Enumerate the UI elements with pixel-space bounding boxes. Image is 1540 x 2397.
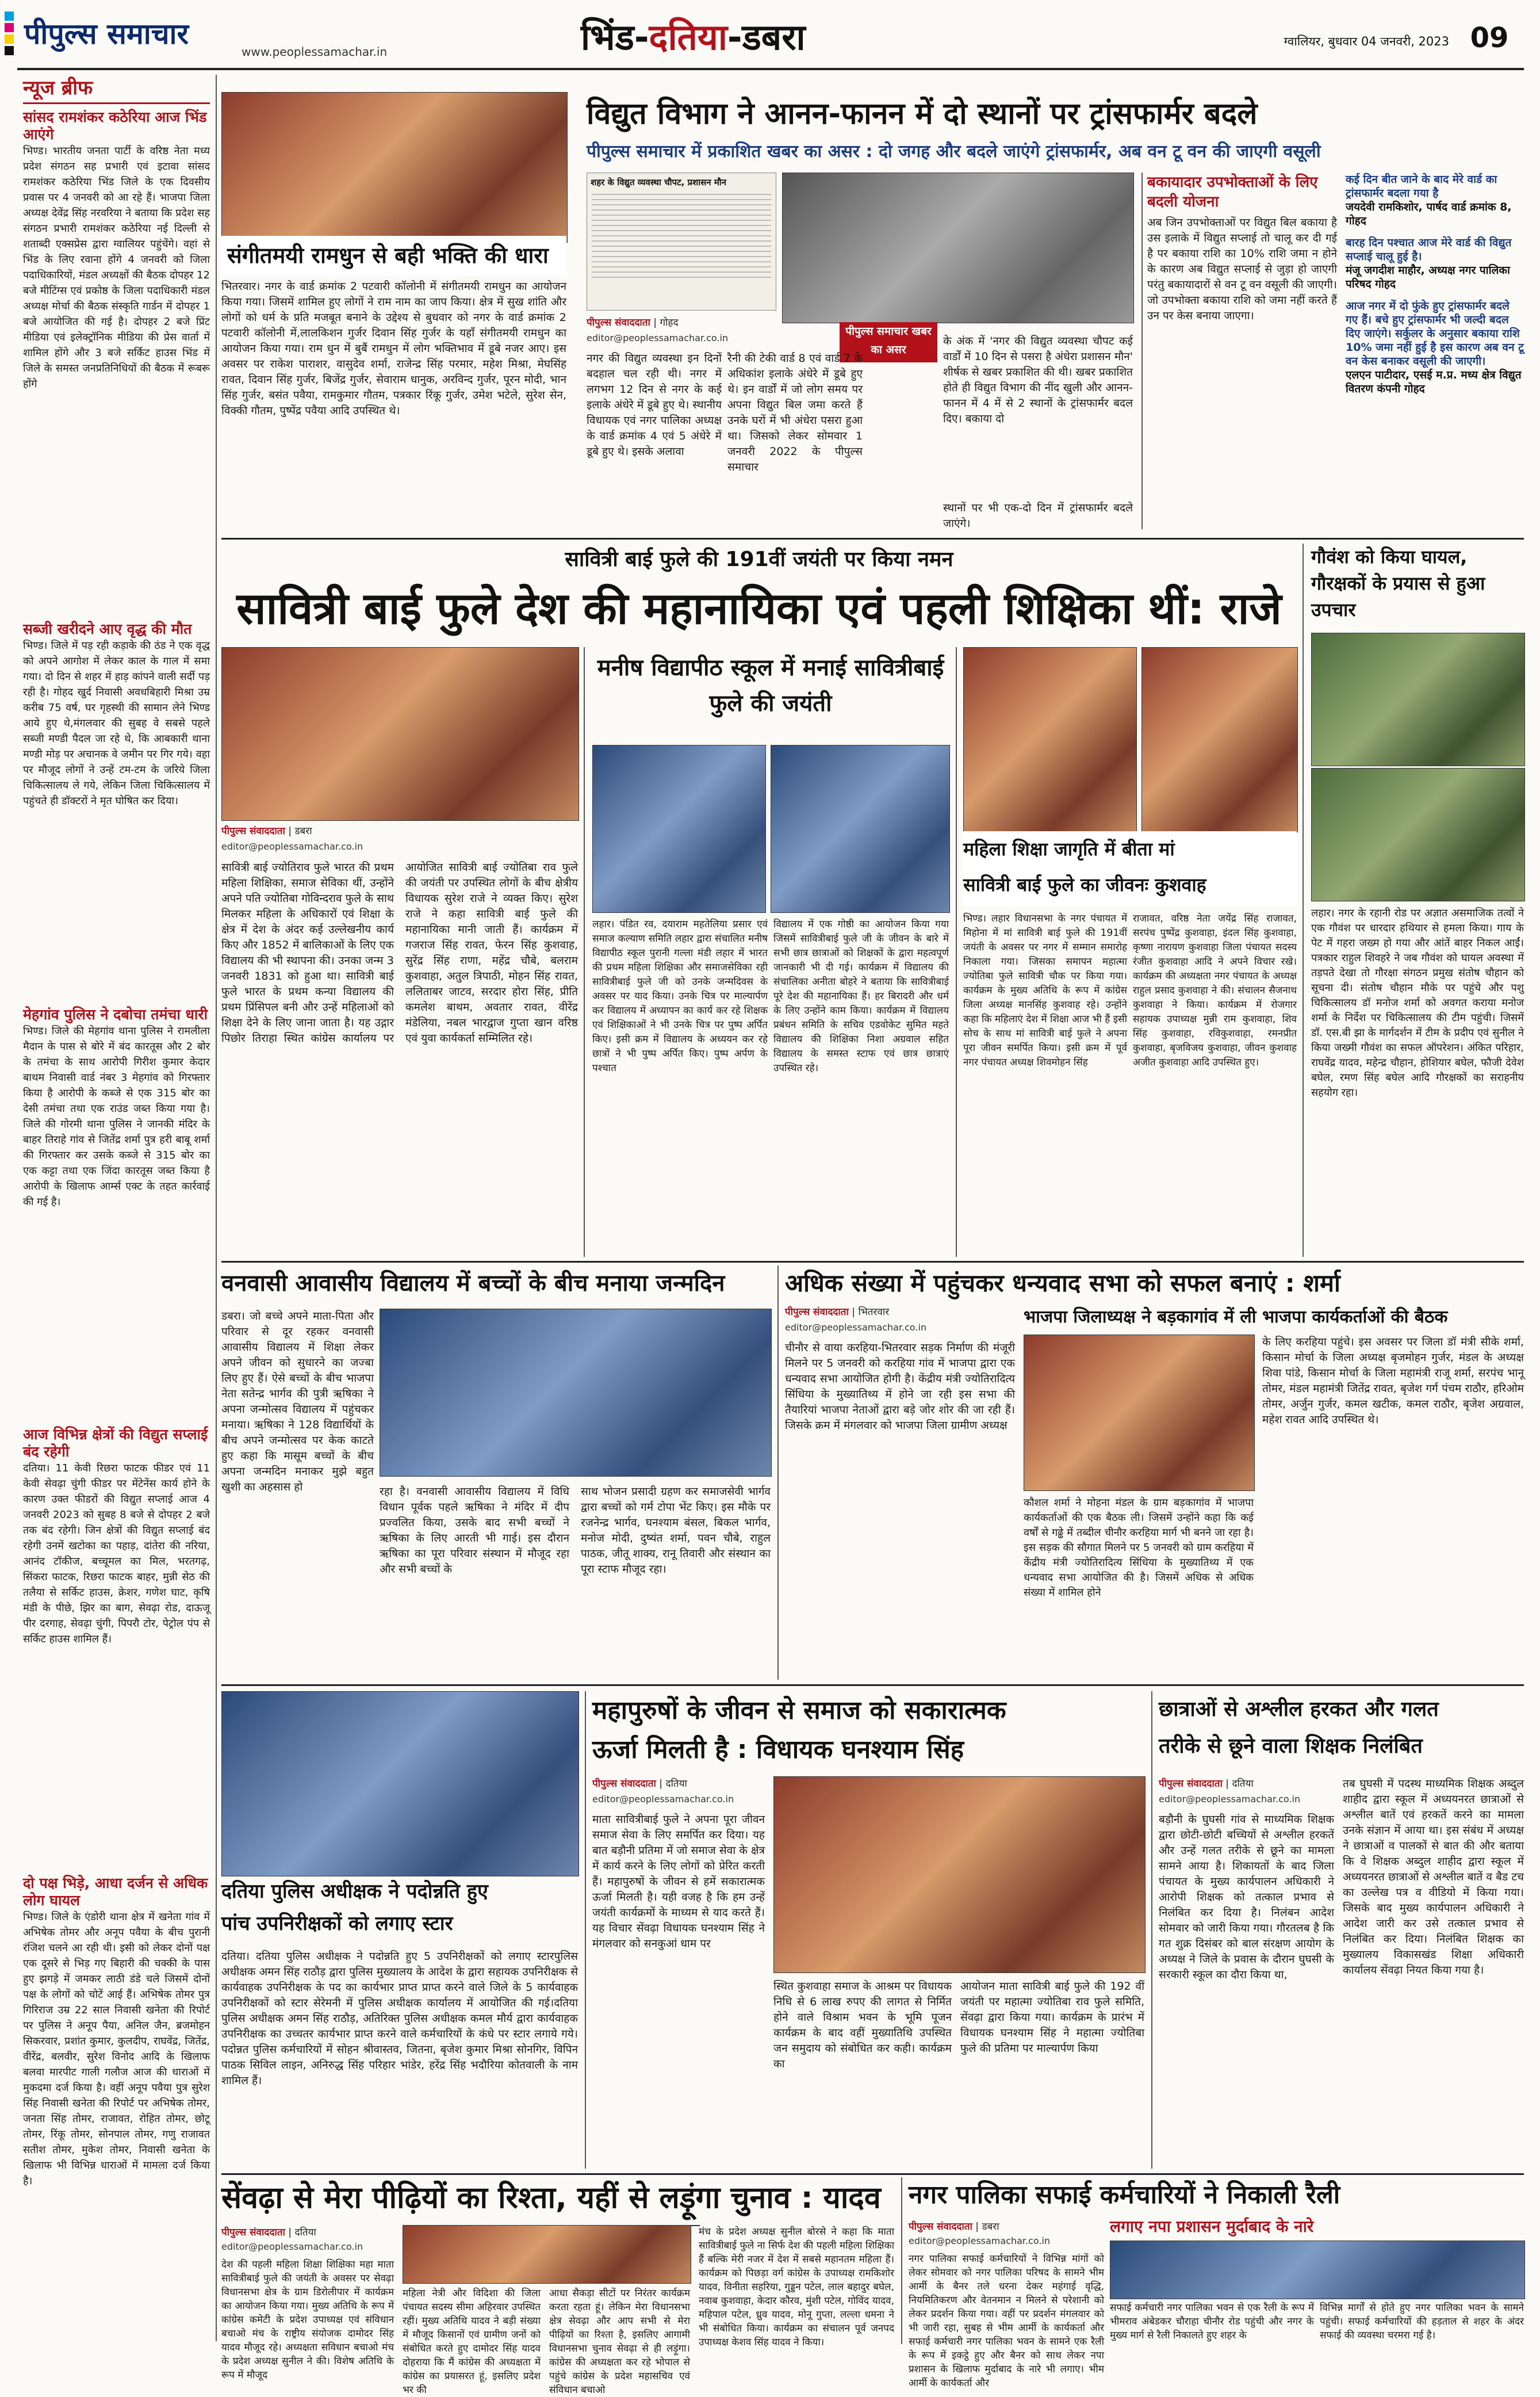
sidebar-divider bbox=[216, 75, 217, 2341]
section-title-datia: दतिया bbox=[649, 16, 727, 58]
safai-photo bbox=[1110, 2241, 1525, 2299]
kushwah-headline-line2: सावित्री बाई फुले का जीवनः कुशवाह bbox=[963, 874, 1206, 896]
lead-box-title: बकायादार उपभोक्ताओं के लिए बदली योजना bbox=[1147, 174, 1318, 211]
manish-divider bbox=[956, 647, 957, 1257]
safai-email: editor@peoplessamachar.co.in bbox=[909, 2235, 1051, 2246]
ghanshyam-divider bbox=[1151, 1691, 1152, 2169]
teacher-headline-line2: तरीके से छूने वाला शिक्षक निलंबित bbox=[1159, 1734, 1423, 1758]
registration-mark-cyan bbox=[5, 12, 14, 21]
rule-after-lead bbox=[221, 538, 1524, 540]
vanvasi-divider bbox=[777, 1266, 779, 1680]
quote-text: बारह दिन पश्चात आज मेरे वार्ड की विद्युत सप्लाई चालू हुई है। bbox=[1346, 236, 1512, 263]
ghanshyam-col-3: आयोजन माता सावित्री बाई फुले की 192 वीं जयंती पर महात्मा ज्योतिबा राव फुले समिति, सेंवढ़ा द्वारा किया गया। कार्यक्रम के प्रारंभ में विधायक घनश्याम सिंह ने महात्मा ज्योतिबा फुले की प्रतिमा पर माल्यार्पण किया bbox=[960, 1980, 1144, 2055]
byline-org: पीपुल्स संवाददाता bbox=[221, 2227, 285, 2238]
savitri-photo-dabra bbox=[221, 647, 579, 821]
police-headline bbox=[221, 1875, 578, 1944]
brief-item bbox=[23, 109, 210, 615]
teacher-headline-line1: छात्राओं से अश्लील हरकत और गलत bbox=[1159, 1698, 1439, 1721]
manish-col-2: विद्यालय में एक गोष्ठी का आयोजन किया गया जिसमें सावित्रीबाई फुले जी के जीवन के बारे में सभी छात्र छात्राओं को शिक्षकों के द्वारा महत्वपूर्ण जानकारी भी दी गई। कार्यक्रम में विद्यालय की संचालिका अनीता बोहरे ने बताया कि सावित्रीबाई पूरे देश की महानायिका हैं। हर बिरादरी और धर्म के लिए उन्होंने काम किया। कार्यक्रम में विद्यालय प्रबंधन समिति के सचिव एडवोकेट सुमित महते विद्यालय की शिक्षिका निशा अग्रवाल सहित विद्यालय के समस्त स्टाफ एवं छात्र छात्राएं उपस्थित रहे। bbox=[773, 919, 949, 1074]
sharma-headline: अधिक संख्या में पहुंचकर धन्यवाद सभा को सफल बनाएं : शर्मा bbox=[785, 1269, 1340, 1297]
byline-org: पीपुल्स संवाददाता bbox=[587, 317, 650, 328]
brief-item bbox=[23, 1006, 210, 1420]
teacher-byline: पीपुल्स संवाददाता | दतिया bbox=[1159, 1778, 1254, 1790]
kushwah-photo-1 bbox=[963, 647, 1137, 832]
brief-body: भिण्ड। जिले के एंडोरी थाना क्षेत्र में खनेता गांव में अभिषेक तोमर और अनूप पवैया के बीच पुरानी रंजिश चलने आ रही थी। इसी को लेकर दोनों पक्ष एक दूसरे से भिड़ गए बिहारी की चक्की के पास हुए झगड़े में जमकर लाठी डंडे चले जिसमें दोनों पक्ष के लोगों को चोटें आई हैं। अभिषेक तोमर पुत्र गिरिराज उम्र 22 साल निवासी खनेता की रिपोर्ट पर पुलिस ने अनूप पैया, अनिल जैन, ब्रजमोहन सिकरवार, प्रशांत कुमार, कुलदीप, राघवेंद्र, जितेंद्र, वीरेंद्र, बलवीर, सुरेश विनोद आदि के खिलाफ बलवा मारपीट गाली गलौज आज की धाराओं में मुकदमा दर्ज किया है। वहीं अनूप पवैया पुत्र सुरेश सिंह निवासी खनेता की रिपोर्ट पर अभिषेक तोमर, जनता सिंह तोमर, राजावत, रोहित तोमर, छोटू तोमर, रिंकू तोमर, सोनपाल तोमर, गणु राजावत सतीश तोमर, मुकेश तोमर, निवासी खनेता के खिलाफ भी विभिन्न धाराओं में मामला दर्ज किया है। bbox=[23, 1911, 210, 2187]
registration-mark-yellow bbox=[5, 35, 14, 44]
cow-headline: गौवंश को किया घायल, गौरक्षकों के प्रयास से हुआ उपचार bbox=[1311, 546, 1485, 621]
vanvasi-col-1: डबरा। जो बच्चे अपने माता-पिता और परिवार से दूर रहकर वनवासी आवासीय विद्यालय में शिक्षा लेकर अपने जीवन को सुधारने का जज्बा लिए हुए हैं। ऐसे बच्चों के बीच भाजपा नेता सतेन्द्र भार्गव की पुत्री ऋषिका ने अपना जन्मोत्सव विद्यालय में पहुंचकर मनाया। ऋषिका ने 128 विद्यार्थियों के बीच अपने जन्मोत्सव पर केक काटते हुए कहा कि मासूम बच्चों के बीच अपना जन्मदिन मनाकर मुझे बहुत खुशी का अहसास हो bbox=[221, 1310, 374, 1493]
news-brief-rule bbox=[23, 102, 210, 104]
vanvasi-col-3: साथ भोजन प्रसादी ग्रहण कर समाजसेवी भार्गव द्वारा बच्चों को गर्म टोपा भेंट किए। इस मौके पर रजनेन्द्र भार्गव, घनश्याम बंसल, बिकल भार्गव, मनोज मोदी, दुष्यंत शर्मा, पवन चौबे, राहुल पाठक, जीतू शाक्य, रानू तिवारी और संस्थान का पूरा स्टाफ मौजूद रहा। bbox=[581, 1485, 771, 1576]
byline-place: दतिया bbox=[1232, 1778, 1254, 1790]
police-body: दतिया। दतिया पुलिस अधीक्षक ने पदोन्नति हुए 5 उपनिरीक्षकों को लगाए स्टारपुलिस अधीक्षक अमन सिंह राठौड़ द्वारा पुलिस मुख्यालय के आदेश के द्वारा सहायक उपनिरीक्षक से कार्यवाहक उपनिरीक्षक के पद का कार्यभार प्राप्त प्राप्त करने वाले जिले के 5 कार्यवाहक उपनिरीक्षकों को स्टार सेरेमनी में पुलिस अधीक्षक कार्यालय में आयोजित की गई।दतिया पुलिस अधीक्षक अमन सिंह राठौड़, अतिरिक्त पुलिस अधीक्षक कमल मौर्य द्वारा कार्यवाहक उपनिरीक्षक का उच्चतर कार्यभार प्राप्त करने वाले कर्मचारियों के कंधे पर स्टार लगाये गये। पदोन्नत पुलिस कर्मचारियों में सोहन श्रीवास्तव, जितना, बृजेश कुमार मिश्रा सोनगिर, विपिन पाठक सिविल लाइन, अनिरुद्ध सिंह परिहार भांडेर, हरेंद्र सिंह भदौरिया कोतवाली के नाम शामिल हैं। bbox=[221, 1950, 578, 2087]
manish-headline: मनीष विद्यापीठ स्कूल में मनाई सावित्रीबाई फुले की जयंती bbox=[597, 655, 944, 717]
kushwah-col-1: भिण्ड। लहार विधानसभा के नगर पंचायत में मिहोना में मां सावित्री बाई फुले की 191वीं जयंती के अवसर पर नगर में सम्मान समारोह निकाला गया। जिसका समापन महात्मा ज्योतिबा फुले सावित्री चौक पर किया गया। कार्यक्रम के मुख्य अतिथि के रूप में कांग्रेस जिला अध्यक्ष मानसिंह कुशवाह रहे। उन्होंने कहा कि महिलाएं देश में शिक्षा आज भी हैं इसी सोच के साथ मां सावित्री बाई फुले ने अपना पूरा जीवन समर्पित किया। इसी क्रम में पूर्व नगर पंचायत अध्यक्ष शिवमोहन सिंह bbox=[963, 913, 1127, 1068]
savitri-byline: पीपुल्स संवाददाता | डबरा bbox=[221, 825, 312, 837]
teacher-col-1: बड़ौनी के घुघसी गांव से माध्यमिक शिक्षक द्वारा छोटी-छोटी बच्चियों से अश्लील हरकतें और उन्हें गलत तरीके से छूने का मामला सामने आया है। शिकायतों के बाद जिला पंचायत के मुख्य कार्यपालन अधिकारी ने आरोपी शिक्षक को तत्काल प्रभाव से निलंबित कर दिया है। निलंबन आदेश सोमवार को जारी किया गया। गौरतलब है कि गत शुक्र दिसंबर को बाल संरक्षण आयोग के अध्यक्ष ने जिले के प्रवास के दौरान घुघसी के सरकारी स्कूल का दौरा किया था, bbox=[1159, 1813, 1334, 1981]
savitri-body: सावित्री बाई ज्योतिराव फुले भारत की प्रथम महिला शिक्षिका, समाज सेविका थीं, उन्होंने अपने पति ज्योतिबा गोविन्दराव फुले के साथ मिलकर महिला के अधिकारों एवं शिक्षा के क्षेत्र में देश के अंदर कई उल्लेखनीय कार्य किए और 1852 में बालिकाओं के लिए एक विद्यालय की भी स्थापना की। उनका जन्म 3 जनवरी 1831 को हुआ था। सावित्री बाई फुले भारत के प्रथम कन्या विद्यालय की प्रथम प्रिंसिपल बनी और उन्हें महिलाओं को शिक्षा देने के लिए जाना जाता है। यह उद्गार पिछोर तिराहा स्थित कांग्रेस कार्यालय पर आयोजित सावित्री बाई ज्योतिबा राव फुले की जयंती पर उपस्थित लोगों के बीच क्षेत्रीय विधायक सुरेश राजे ने व्यक्त किए। सुरेश राजे ने कहा सावित्री बाई फुले की महानायिका मानी जाती हैं। कार्यक्रम में गजराज सिंह रावत, फेरन सिंह कुशवाह, सुरेंद्र सिंह राणा, महेंद्र चौबे, बलराम कुशवाहा, अतुल त्रिपाठी, मोहन सिंह रावत, ललिताबर जाटव, सरदार होरा सिंह, प्रीति कमलेश बाथम, अवतार रावत, वीरेंद्र मंडेलिया, नबल भारद्वाज गुप्ता खान वरिष्ठ एवं युवा कार्यकर्ता सम्मिलित रहे। bbox=[221, 861, 578, 1045]
sharma-col-2: कौशल शर्मा ने मोहना मंडल के ग्राम बड़कागांव में भाजपा कार्यकर्ताओं की एक बैठक ली। जिसमें उन्होंने कहा कि कई वर्षों से गढ्ढे में तब्दील चीनौर करहिया मार्ग भी बनने जा रहा है। इस सड़क की सौगात मिलने पर 5 जनवरी को ग्राम करहिया में केंद्रीय मंत्री ज्योतिरादित्य सिंधिया के मुख्यातिथ्य में एक धन्यवाद सभा आयोजित की है। जिसमें अधिक से अधिक संख्या में शामिल होने bbox=[1024, 1497, 1254, 1599]
lead-col-4: स्थानों पर भी एक-दो दिन में ट्रांसफार्मर बदले जाएंगे। bbox=[943, 502, 1133, 530]
lead-col-3: के अंक में 'नगर की विद्युत व्यवस्था चौपट कई वार्डों में 10 दिन से पसरा है अंधेरा प्रशासन मौन' शीर्षक से खबर प्रकाशित की थी। खबर प्रकाशित होते ही विद्युत विभाग की नींद खुली और आनन-फानन में 4 में से 2 स्थानों के ट्रांसफार्मर बदल दिए। बकाया दो bbox=[943, 335, 1133, 425]
manish-photo-2 bbox=[771, 745, 950, 913]
police-headline-line1: दतिया पुलिस अधीक्षक ने पदोन्नति हुए bbox=[221, 1880, 488, 1903]
teacher-col-2: तब घुघसी में पदस्थ माध्यमिक शिक्षक अब्दुल शाहीद द्वारा स्कूल में अध्ययनरत छात्राओं से अश्लील बातें एवं हरकतें करने का मामला उनके संज्ञान में आया था। इस संबंध में अध्यक्ष ने छात्राओं व पालकों से बात की और बताया कि वे शिक्षक अब्दुल शाहीद द्वारा स्कूल में अध्ययनरत छात्राओं से अश्लील बातें व बैड टच का उल्लेख पत्र व वीडियो में किया गया। जिसके बाद मुख्य कार्यपालन अधिकारी ने आदेश जारी कर उसे तत्काल प्रभाव से निलंबित कर दिया। निलंबित शिक्षक का मुख्यालय विकासखंड शिक्षा अधिकारी कार्यालय सेंवढ़ा नियत किया गया है। bbox=[1343, 1777, 1524, 1977]
brief-body: भिण्ड। जिले में पड़ रही कड़ाके की ठंड ने एक वृद्ध को अपने आगोश में लेकर काल के गाल में समा गया। दो दिन से शहर में हाड़ कांपने वाली सर्दी पड़ रही है। गोहद खुर्द निवासी अवधबिहारी मिश्रा उम्र करीब 75 वर्ष, घर गृहस्थी की सामान लेने भिण्ड आये हुए थे,मंगलवार की सुबह वे सबसे पहले सब्जी मण्डी पैदल जा रहे थे, कि आबकारी थाना मण्डी मोड़ पर अचानक वे जमीन पर गिर गये। वहा पर मौजूद लोगों ने उन्हें टम-टम के जरिये जिला चिकित्सालय ले गये, लेकिन जिला चिकित्सालय में पहुंचते ही डॉक्टरों ने मृत घोषित कर दिया। bbox=[23, 640, 210, 807]
brief-title: सब्जी खरीदने आए वृद्ध की मौत bbox=[23, 621, 192, 637]
ghanshyam-col-2: स्थित कुशवाहा समाज के आश्रम पर विधायक निधि से 6 लाख रुपए की लागत से निर्मित होने वाले विश्राम भवन के भूमि पूजन कार्यक्रम के बाद वहीं मुख्यातिथि उपस्थित जन समुदाय को संबोधित कर कही। कार्यक्रम का bbox=[773, 1980, 952, 2070]
byline-place: गोहद bbox=[660, 317, 679, 328]
section-title-bhind: भिंड- bbox=[581, 16, 649, 58]
kushwah-headline-line1: महिला शिक्षा जागृति में बीता मां bbox=[963, 838, 1175, 860]
rule-after-sharma bbox=[221, 1684, 1524, 1686]
sharma-subhead: भाजपा जिलाध्यक्ष ने बड़कागांव में ली भाजपा कार्यकर्ताओं की बैठक bbox=[1024, 1307, 1448, 1327]
yadav-email: editor@peoplessamachar.co.in bbox=[221, 2241, 363, 2252]
sharma-col-1: चीनौर से वाया करहिया-भितरवार सड़क निर्माण की मंजूरी मिलने पर 5 जनवरी को करहिया गांव में भाजपा द्वारा एक धन्यवाद सभा आयोजित होगी है। केंद्रीय मंत्री ज्योतिरादित्य सिंधिया के मुख्यातिथ्य में होने जा रही इस सभा की तैयारियां भाजपा नेताओं द्वारा बड़े जोर शोर की जा रही हैं। जिसके क्रम में मंगलवार को भाजपा जिला ग्रामीण अध्यक्ष bbox=[785, 1341, 1015, 1432]
vanvasi-headline: वनवासी आवासीय विद्यालय में बच्चों के बीच मनाया जन्मदिन bbox=[221, 1270, 725, 1297]
ghanshyam-byline: पीपुल्स संवाददाता | दतिया bbox=[592, 1778, 687, 1790]
savitri-kicker-wrap bbox=[221, 544, 1297, 577]
byline-org: पीपुल्स संवाददाता bbox=[909, 2221, 972, 2232]
police-photo bbox=[221, 1691, 579, 1876]
savitri-divider bbox=[584, 647, 585, 1257]
lead-subhead: पीपुल्स समाचार में प्रकाशित खबर का असर : दो जगह और बदले जाएंगे ट्रांसफार्मर, अब वन टू वन की जाएगी वसूली bbox=[587, 142, 1321, 162]
lead-clipping bbox=[587, 173, 776, 311]
kushwah-col-2: राजावत, वरिष्ठ नेता जयेंद्र सिंह राजावत, सरपंच पुष्पेंद्र कुशवाहा, इंदल सिंह कुशवाहा, कृष्णा नारायण कुशवाहा जिला पंचायत सदस्य रंजीत कुशवाहा आदि ने अपने विचार रखे। कार्यक्रम की अध्यक्षता नगर पंचायत के अध्यक्ष राहुल प्रसाद कुशवाहा ने की। संचालन सैजनाथ कुशवाहा ने किया। कार्यक्रम में रोजगार सहायक उपाध्यक्ष मुन्नी राम कुशवाहा, शिव सिंह कुशवाहा, रविकुशवाहा, रमनप्रीत कुशवाहा, बृजविजय कुशवाहा, जीवन कुशवाह अजीत कुशवाहा आदि उपस्थित हुए। bbox=[1133, 913, 1297, 1068]
manish-col-1: लहार। पंडित रव, दयाराम महतेलिया प्रसार एवं समाज कल्याण समिति लहार द्वारा संचालित मनीष विद्यापीठ स्कूल पुरानी गल्ला मंडी लहार में भारत की प्रथम महिला शिक्षिका और समाजसेविका रही सावित्रीबाई फुले जी को उनके जन्मदिवस के अवसर पर याद किया। उनके चित्र पर माल्यार्पण कर विद्यालय में अध्यापन का कार्य कर रहे शिक्षक एवं शिक्षिकाओं ने भी उनके चित्र पर पुष्प अर्पित किए। इसी क्रम में विद्यालय के अध्ययन कर रहे छात्रों ने भी पुष्प अर्पित किए। पुष्प अर्पण के पश्चात bbox=[592, 919, 768, 1074]
rule-after-police bbox=[221, 2173, 1524, 2175]
masthead-rule bbox=[17, 68, 1524, 70]
cow-body: लहार। नगर के रहानी रोड पर अज्ञात असमाजिक तत्वों ने एक गौवंश पर धारदार हथियार से हमला किया। गाय के पेट में गहरा जख्म हो गया और आंतें बाहर निकल आईं। पत्रकार राहुल शिवहरे ने जब गौवंश को घायल अवस्था में तड़पते देखा तो गौरक्षा संगठन प्रमुख संतोष चौहान को सूचना दी। संतोष चौहान मौके पर पहुंचे और पशु चिकित्सालय डॉ मनोज शर्मा को अवगत कराया मनोज शर्मा के निर्देश पर चिकित्सालय की टीम पहुंची। जिसमें डॉ. एस.बी झा के मार्गदर्शन में टीम के प्रदीप एवं सुनील ने किया जख्मी गौवंश का सफल ऑपरेशन। अंकित परिहार, राघवेंद्र यादव, महेन्द्र चौहान, होशियार बघेल, फौजी देवेश बघेल, रमण सिंह बघेल आदि गौरक्षकों का सराहनीय सहयोग रहा। bbox=[1311, 907, 1524, 1099]
lead-email: editor@peoplessamachar.co.in bbox=[587, 332, 729, 343]
police-divider bbox=[585, 1691, 586, 2169]
teacher-headline bbox=[1159, 1691, 1524, 1772]
brief-title: दो पक्ष भिड़े, आधा दर्जन से अधिक लोग घायल bbox=[23, 1875, 208, 1909]
rule-after-savitri bbox=[221, 1261, 1524, 1263]
lead-box-body: अब जिन उपभोक्ताओं पर विद्युत बिल बकाया है उस इलाके में विद्युत सप्लाई तो चालू कर दी गई है पर बकाया राशि का 10% राशि जमा न होने के कारण अब विद्युत सप्लाई से जुड़ा हो जाएगी परंतु बकायादारों से वन टू वन वसूली की जाएगी। जो उपभोक्ता बकाया राशि को जमा नहीं करते हैं उन पर केस बनाया जाएगा। bbox=[1147, 216, 1337, 322]
yadav-col-4: मंच के प्रदेश अध्यक्ष सुनील बोरसे ने कहा कि माता सावित्रीबाई फुले ना सिर्फ देश की पहली महिला शिक्षिका हैं बल्कि मेरी नजर में देश में सबसे महानतम महिला हैं। कार्यक्रम को पिछड़ा वर्ग कांग्रेस के उपाध्यक्ष रामकिशोर यादव, विनीता सहरिया, गुड्डन पटेल, लाल बहादुर बघेल, नवाब कुशवाहा, केदार कौरव, मुंशी पटेल, गोविंद यादव, महिपाल पटेल, ध्रुव यादव, मोनू गुप्ता, लल्ला धमना ने भी संबोधित किया। कार्यक्रम का संचालन पूर्व जनपद उपाध्यक्ष केशव सिंह यादव ने किया। bbox=[699, 2226, 894, 2348]
cow-photo-2 bbox=[1311, 768, 1525, 901]
lead-headline: विद्युत विभाग ने आनन-फानन में दो स्थानों पर ट्रांसफार्मर बदले bbox=[587, 97, 1258, 131]
brief-body: भिण्ड। जिले की मेहगांव थाना पुलिस ने रामलीला मैदान के पास से बोरे में बंद कारतूस और 2 बोर के तमंचा के साथ आरोपी गिरीश कुमार केदार बाथम निवासी वार्ड नंबर 3 मेहगांव को गिरफ्तार किया है आरोपी के कब्जे से एक 315 बोर का देसी तमंचा तथा एक राउंड जब्त किया गया है। जिले की गोरमी थाना पुलिस ने जानकी मंदिर के बाहर तिराहे गांव से जितेंद्र शर्मा पुत्र हरी बाबू शर्मा की गिरफ्तार कर उसके कब्जे से 315 बोर का एक कट्टा तथा एक जिंदा कारतूस जब्त किया है आरोपी के खिलाफ आर्म्स एक्ट के तहत कार्रवाई की गई है। bbox=[23, 1025, 210, 1208]
ghanshyam-col-1: माता सावित्रीबाई फुले ने अपना पूरा जीवन समाज सेवा के लिए समर्पित कर दिया। यह बात बड़ौनी प्रतिमा में जो समाज सेवा के क्षेत्र में कार्य करने के लिए लोगों को प्रेरित करती हैं। महापुरुषों के जीवन से हमें सकारात्मक ऊर्जा मिलती है। यही वजह है कि हम उन्हें जयंती कार्यक्रमों के माध्यम से याद करते हैं। यह विचार सेंवढ़ा विधायक घनश्याम सिंह ने मंगलवार को सनकुआं धाम पर bbox=[592, 1813, 765, 1950]
ghanshyam-headline bbox=[592, 1691, 1144, 1772]
safai-headline: नगर पालिका सफाई कर्मचारियों ने निकाली रैली bbox=[909, 2180, 1340, 2209]
dateline: ग्वालियर, बुधवार 04 जनवरी, 2023 bbox=[1284, 35, 1449, 48]
vanvasi-col-2: रहा है। वनवासी आवासीय विद्यालय में विधि विधान पूर्वक पहले ऋषिका ने मंदिर में दीप प्रज्वलित किया, उसके बाद सभी बच्चों ने ऋषिका के लिए आरती भी गाई। इस दौरान ऋषिका का पूरा परिवार संस्थान में मौजूद रहा और सभी बच्चों के bbox=[380, 1485, 569, 1576]
byline-place: डबरा bbox=[982, 2221, 999, 2232]
brief-item bbox=[23, 1875, 210, 2364]
police-headline-line2: पांच उपनिरीक्षकों को लगाए स्टार bbox=[221, 1912, 453, 1935]
cow-photo-1 bbox=[1311, 633, 1525, 766]
brief-body: दतिया। 11 केवी रिछरा फाटक फीडर एवं 11 केवी सेवढ़ा चुंगी फीडर पर मेंटेनेंस कार्य होने के कारण उक्त फीडरों की विद्युत सप्लाई आज 4 जनवरी 2023 को सुबह 8 बजे से दोपहर 2 बजे तक बंद रहेगी। जिन क्षेत्रों की विद्युत सप्लाई बंद रहेगी उनमें खटोका का पहाड़, दांतेरा की नरिया, आनंद टॉकीज, बच्चूमल का मिल, भरतगढ़, सिंकरा फाटक, रिछरा फाटक बाहर, मुन्नी सेठ की तलैया से सर्किट हाउस, क्रेशर, गणेश घाट, कृषि मंडी के पीछे, झिर का बाग, सेवढ़ा रोड, दाऊजू पीर दरगाह, सेवढ़ा चुंगी, पिपरौ टोर, पेट्रोल पंप से सर्किट हाउस शामिल हैं। bbox=[23, 1462, 210, 1645]
news-brief-label: न्यूज ब्रीफ bbox=[23, 77, 93, 100]
lead-badge: पीपुल्स समाचार खबर का असर bbox=[840, 322, 937, 362]
quote-item bbox=[1346, 236, 1524, 291]
quote-who: मंजू जगदीश माहौर, अध्यक्ष नगर पालिका परिषद गोहद bbox=[1346, 264, 1510, 290]
yadav-col-2: महिला नेत्री और विदिशा की जिला पंचायत सदस्य सीमा अहिरवार उपस्थित रहीं। मुख्य अतिथि यादव ने बड़ी संख्या में मौजूद किसानों एवं ग्रामीण जनों को संबोधित करते हुए दामोदर सिंह यादव दोहराया कि मैं कांग्रेस की अध्यक्षता में कांग्रेस का प्रयासरत हूं, इसलिए प्रदेश भर की bbox=[403, 2288, 541, 2396]
brief-title: मेहगांव पुलिस ने दबोचा तमंचा धारी bbox=[23, 1006, 208, 1023]
page-number: 09 bbox=[1470, 22, 1509, 54]
savitri-kicker: सावित्री बाई फुले की 191वीं जयंती पर किया नमन bbox=[565, 548, 953, 571]
lead-col-1: नगर की विद्युत व्यवस्था इन दिनों बदहाल चल रही थी। नगर में लगभग 12 दिन से नगर के कई इलाके अंधेरे में डूबे हुए थे। स्थानीय विधायक एवं नगर पालिका अध्यक्ष के वार्ड क्रमांक 4 एवं 5 अंधेरे में डूबे हुए थे। इसके अलावा bbox=[587, 352, 722, 458]
safai-col-2: सफाई कर्मचारी नगर पालिका भवन से एक रैली के रूप में भीमराव अंबेडकर चौराहा चीनौर रोड पहुंची और नगर के मुख्य मार्ग से रैली निकालते हुए शहर के bbox=[1110, 2302, 1314, 2341]
quote-who: जयदेवी रामकिशोर, पार्षद वार्ड क्रमांक 8, गोहद bbox=[1346, 201, 1512, 227]
byline-place: दतिया bbox=[294, 2227, 316, 2238]
cow-divider bbox=[1303, 544, 1304, 1257]
yadav-divider bbox=[901, 2177, 902, 2344]
yadav-col-3: आधा सैकड़ा सीटों पर निरंतर कार्यक्रम करता रहता हूं। लेकिन मेरा विधानसभा क्षेत्र सेवढ़ा और आप सभी से मेरा पीढ़ियों का रिश्ता है, इसलिए आगामी विधानसभा चुनाव सेवढ़ा से ही लड़ूंगा। कांग्रेस की अध्यक्षता कर रहे भोपाल से पहुंचे कांग्रेस के प्रदेश महासचिव एवं संविधान बचाओ bbox=[549, 2288, 690, 2396]
savitri-headline: सावित्री बाई फुले देश की महानायिका एवं पहली शिक्षिका थीं: राजे bbox=[236, 583, 1282, 634]
safai-byline: पीपुल्स संवाददाता | डबरा bbox=[909, 2221, 999, 2232]
byline-org: पीपुल्स संवाददाता bbox=[221, 825, 285, 837]
byline-place: दतिया bbox=[665, 1778, 687, 1790]
brief-title: आज विभिन्न क्षेत्रों की विद्युत सप्लाई बंद रहेगी bbox=[23, 1426, 208, 1460]
ramdhun-headline: संगीतमयी रामधुन से बही भक्ति की धारा bbox=[221, 236, 566, 276]
ghanshyam-email: editor@peoplessamachar.co.in bbox=[592, 1794, 734, 1805]
quote-who: एलएन पाटीदार, एसई म.प्र. मध्य क्षेत्र विद्युत वितरण कंपनी गोहद bbox=[1346, 369, 1522, 395]
sharma-email: editor@peoplessamachar.co.in bbox=[785, 1322, 927, 1333]
section-title-dabra: -डबरा bbox=[727, 16, 806, 58]
lead-photo-transformer bbox=[782, 173, 1134, 323]
masthead-website[interactable]: www.peoplessamachar.in bbox=[242, 45, 388, 59]
yadav-photo bbox=[403, 2225, 691, 2284]
ramdhun-photo bbox=[221, 92, 568, 243]
safai-col-1: नगर पालिका सफाई कर्मचारियों ने विभिन्न मांगों को लेकर सोमवार को नगर पालिका परिषद के सामने भीम आर्मी के बैनर तले धरना देकर महंगाई वृद्धि, नियमितिकरण और वेतनमान न मिलने से परेशानी को लेकर प्रदर्शन किया गया। वहीं पर प्रदर्शन मंगलवार को भी जारी रहा, सुबह से भीम आर्मी के कार्यकर्ता और सफाई कर्मचारी नगर पालिका भवन के सामने एक रैली के रूप में इकट्ठे हुए और बैनर को साथ लेकर नपा प्रशासन के खिलाफ मुर्दाबाद के नारे भी लगाए। भीम आर्मी के कार्यकर्ता और bbox=[909, 2253, 1104, 2389]
quote-text: कई दिन बीत जाने के बाद मेरे वार्ड का ट्रांसफार्मर बदला गया है bbox=[1346, 173, 1497, 200]
sharma-photo bbox=[1024, 1335, 1255, 1491]
masthead-logo[interactable]: पीपुल्स समाचार bbox=[24, 17, 189, 51]
ramdhun-body: भितरवार। नगर के वार्ड क्रमांक 2 पटवारी कॉलोनी में संगीतमयी रामधुन का आयोजन किया गया। जिसमें शामिल हुए लोगों ने राम नाम का जाप किया। क्षेत्र में सुख शांति और लोगों को धर्म के प्रति मजबूत बनाने के उद्देश्य से बुधवार को नगर के वार्ड क्रमांक 2 पटवारी कॉलोनी में,लालकिशन गुर्जर दिवान सिंह गुर्जर के यहाँ संगीतमयी रामधुन का आयोजन किया गया। राम धुन में बुबैं रामधुन में लोग भक्तिभाव में डूबे नजर आए। इस अवसर पर राकेश पाराशर, वासुदेव शर्मा, राजेन्द्र सिंह परमार, महेश मिश्रा, मेघसिंह रावत, दिवान सिंह गुर्जर, बिजेंद्र गुर्जर, सेवाराम धानुक, अरविन्द गुर्जर, पूरन मोदी, भान सिंह गुर्जर, बसंत पवैया, रामकुमार गौतम, पत्रकार रिंकू गुर्जर, उमेश भटेले, सुरेश सेन, विक्की गौतम, पुष्पेंद्र पवैया आदि उपस्थित थे। bbox=[221, 280, 566, 417]
yadav-col-1: देश की पहली महिला शिक्षा शिक्षिका महा माता सावित्रीबाई फुले की जयंती के अवसर पर सेवढ़ा विधानसभा क्षेत्र के ग्राम डिरोलीपार में कार्यक्रम का आयोजन किया गया। मुख्य अतिथि के रूप में कांग्रेस कमेटी के प्रदेश उपाध्यक्ष एवं संविधान बचाओ मंच के राष्ट्रीय संयोजक दामोदर सिंह यादव मौजूद रहे। अध्यक्षता सविधान बचाओ मंच के प्रदेश अध्यक्ष सुनील ने की। विशेष अतिथि के रूप में मौजूद bbox=[221, 2259, 394, 2381]
vanvasi-photo bbox=[380, 1309, 772, 1477]
lead-box-divider bbox=[1141, 173, 1143, 529]
lead-quotes bbox=[1346, 173, 1524, 529]
byline-org: पीपुल्स संवाददाता bbox=[1159, 1778, 1223, 1790]
teacher-email: editor@peoplessamachar.co.in bbox=[1159, 1794, 1301, 1805]
quote-item bbox=[1346, 173, 1524, 228]
ghanshyam-photo bbox=[773, 1776, 1146, 1973]
manish-photo-1 bbox=[592, 745, 766, 913]
registration-mark-black bbox=[5, 46, 14, 55]
registration-mark-magenta bbox=[5, 23, 14, 32]
byline-org: पीपुल्स संवाददाता bbox=[785, 1306, 849, 1318]
sharma-byline: पीपुल्स संवाददाता | भितरवार bbox=[785, 1306, 890, 1318]
ghanshyam-headline-line1: महापुरुषों के जीवन से समाज को सकारात्मक bbox=[592, 1696, 1006, 1725]
savitri-email: editor@peoplessamachar.co.in bbox=[221, 841, 363, 852]
byline-place: भितरवार bbox=[858, 1306, 890, 1318]
safai-col-3: विभिन्न मार्गों से होते हुए नगर पालिका भवन के सामने पहुंची। सफाई कर्मचारियों की हड़ताल से शहर के अंदर सफाई की व्यवस्था चरमरा गई है। bbox=[1320, 2302, 1524, 2341]
byline-place: डबरा bbox=[294, 825, 312, 837]
kushwah-headline bbox=[963, 831, 1297, 906]
lead-col-2: रैनी की टेकी वार्ड 8 एवं वार्ड 7 के अधिकांश इलाके अंधेरे में डूबे हुए थे। इन वार्डों में जो लोग समय पर अपना विद्युत बिल जमा करते हैं उनके घरों में भी अंधेरा पसरा हुआ था। जिसको लेकर सोमवार 1 जनवरी 2022 के पीपुल्स समाचार bbox=[727, 352, 863, 473]
brief-title: सांसद रामशंकर कठेरिया आज भिंड आएंगे bbox=[23, 109, 207, 143]
news-brief-column bbox=[23, 75, 210, 2341]
sharma-col-3: के लिए करहिया पहुंचे। इस अवसर पर जिला डॉ मंत्री सीके शर्मा, किसान मोर्चा के जिला अध्यक्ष बृजमोहन गुर्जर, मंडल के अध्यक्ष शिवा पांडे, किसान मोर्चा के जिला महामंत्री राजू शर्मा, सरपंच भानू तोमर, मंडल महामंत्री जितेंद्र रावत, बृजेश गर्ग पंचम राठौर, हरिओम तोमर, अर्जुन गुर्जर, कमल खटीक, कमल राठौर, बृजेश अग्रवाल, महेश रावत आदि उपस्थित थे। bbox=[1262, 1336, 1524, 1426]
safai-subhead: लगाए नपा प्रशासन मुर्दाबाद के नारे bbox=[1110, 2217, 1314, 2236]
quote-item bbox=[1346, 299, 1524, 396]
brief-item bbox=[23, 621, 210, 1000]
brief-item bbox=[23, 1426, 210, 1869]
kushwah-photo-2 bbox=[1141, 647, 1298, 832]
byline-org: पीपुल्स संवाददाता bbox=[592, 1778, 656, 1790]
lead-sidebox bbox=[1147, 173, 1337, 529]
quote-text: आज नगर में दो फुंके हुए ट्रांसफार्मर बदले गए हैं। बचे हुए ट्रांसफार्मर भी जल्दी बदल दिए जाएंगे। सर्कुलर के अनुसार बकाया राशि 10% जमा नहीं हुई है इस कारण अब वन टू वन केस बनाकर वसूली की जाएगी। bbox=[1346, 300, 1524, 368]
lead-clipping-lines bbox=[592, 194, 771, 280]
brief-body: भिण्ड। भारतीय जनता पार्टी के वरिष्ठ नेता मध्य प्रदेश संगठन सह प्रभारी एवं इटावा सांसद रामशंकर कठेरिया भिंड जिले के एक दिवसीय प्रवास पर 4 जनवरी को आ रहे हैं। भाजपा जिला अध्यक्ष देवेंद्र सिंह नरवरिया ने बताया कि प्रदेश सह संगठन प्रभारी रामशंकर कठेरिया नई दिल्ली से शताब्दी एक्सप्रेस द्वारा ग्वालियर पहुंचेंगे। वहां से भिंड के लिए रवाना होंगे 4 जनवरी को जिला पदाधिकारियों, मंडल अध्यक्षों की बैठक दोपहर 12 बजे मीटिंग्स एवं प्रकोष्ठ के जिला पदाधिकारी मंडल अध्यक्ष मोर्चा की बैठक संस्कृति गार्डन में दोपहर 1 बजे आयोजित की गई है। दोपहर 2 बजे प्रिंट मीडिया एवं इलेक्ट्रॉनिक मीडिया की प्रेस वार्ता में शामिल होंगे और 3 बजे सर्किट हाउस भिंड में जिले के समस्त जनप्रतिनिधियों की बैठक में रूबरू होंगे bbox=[23, 145, 210, 390]
lead-clipping-title: शहर के विद्युत व्यवस्था चौपट, प्रशासन मौन bbox=[591, 177, 727, 188]
lead-byline: पीपुल्स संवाददाता | गोहद bbox=[587, 317, 679, 328]
ghanshyam-headline-line2: ऊर्जा मिलती है : विधायक घनश्याम सिंह bbox=[592, 1735, 964, 1764]
section-title bbox=[581, 13, 1018, 64]
yadav-headline: सेंवढ़ा से मेरा पीढ़ियों का रिश्ता, यहीं से लड़ूंगा चुनाव : यादव bbox=[221, 2181, 881, 2215]
yadav-byline: पीपुल्स संवाददाता | दतिया bbox=[221, 2227, 316, 2238]
